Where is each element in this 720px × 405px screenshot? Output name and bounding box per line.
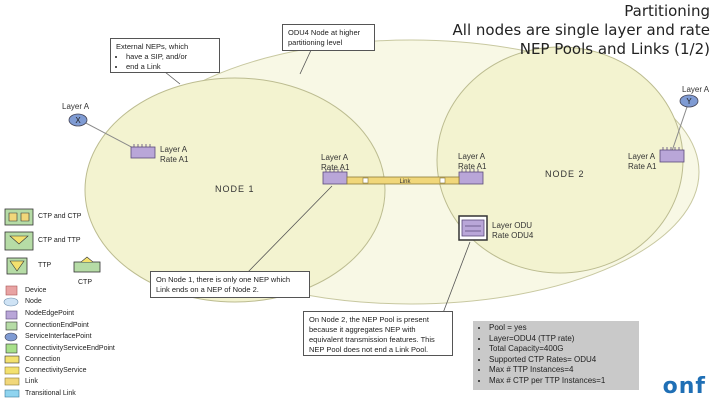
external-neps-callout [110,38,220,73]
nep-mid-right-rate: Rate A1 [458,162,487,171]
info-item: • Total Capacity=400G [489,344,635,355]
legend-ctp-ctp-label: CTP and CTP [38,213,82,220]
node1-note-text: On Node 1, there is only one NEP which Link ends on a NEP of Node 2. [156,275,291,294]
legend-item: ConnectivityService [25,367,87,374]
nep-right-label [628,152,656,172]
legend-ttp-icon [7,258,27,274]
device-icon [6,286,17,295]
onf-logo: onf [662,374,706,399]
nep-mid-left-layer: Layer A [321,153,349,162]
info-item: • Supported CTP Rates= ODU4 [489,355,635,366]
legend-ctp-label: CTP [78,279,92,286]
layer-a-y-label: Layer A [682,85,710,94]
nep-left-rate: Rate A1 [160,155,189,164]
nep-left-layer: Layer A [160,145,188,154]
external-neps-bullet: • end a Link [126,62,214,72]
info-item: • Layer=ODU4 (TTP rate) [489,334,635,345]
connection-end-point-icon [6,322,17,330]
legend-item: Transitional Link [25,390,76,397]
nep-mid-right-layer: Layer A [458,152,486,161]
legend-item: Device [25,287,47,294]
nep-right-rate: Rate A1 [628,162,657,171]
connectivity-service-icon [5,367,19,374]
transitional-link-icon [5,390,19,397]
node-edge-point-icon [6,311,17,319]
nep-mid-right-label [458,152,486,172]
nep-pool [459,216,487,240]
legend-ctp-ctp-icon [5,209,33,225]
nep-right-layer: Layer A [628,152,656,161]
node-1-label: NODE 1 [215,184,255,194]
nep-left-label [160,145,188,165]
node-2-label: NODE 2 [545,169,585,179]
legend-item: Node [25,298,42,305]
sip-y-label: Y [686,97,692,106]
node2-note-text: On Node 2, the NEP Pool is present because it aggregates NEP with equivalent transmission features. This NEP Pool does not end a Link Pool. [309,315,435,354]
node2-note-callout [303,311,453,356]
external-neps-text: External NEPs, which [116,42,189,51]
link-label: Link [399,179,411,185]
legend-ttp-label: TTP [38,262,52,269]
legend-item: ConnectionEndPoint [25,322,89,329]
legend-item: ConnectivityServiceEndPoint [25,345,115,352]
odu4-node-callout [282,24,375,51]
node-icon [4,298,18,306]
info-item: • Max # CTP per TTP Instances=1 [489,376,635,387]
nep-pool-label [492,221,533,241]
info-item: • Pool = yes [489,323,635,334]
info-item: • Max # TTP Instances=4 [489,365,635,376]
legend-ctp-icon [74,257,100,272]
odu4-node-text: ODU4 Node at higher partitioning level [288,28,361,47]
layer-a-x-label: Layer A [62,102,90,111]
legend-item: Link [25,378,38,385]
nep-mid-left-label [321,153,349,173]
legend-item: Connection [25,356,61,363]
legend-item: ServiceInterfacePoint [25,333,92,340]
nep-pool-layer: Layer ODU [492,221,533,230]
connectivity-service-end-point-icon [6,344,17,353]
nep-pool-info-box [473,321,639,390]
legend-ctp-ttp-icon [5,232,33,250]
title-line-3: NEP Pools and Links (1/2) [519,40,710,58]
node1-note-callout [150,271,310,298]
title-line-2: All nodes are single layer and rate [452,21,710,39]
sip-x-label: X [75,116,81,125]
external-neps-bullet: • have a SIP, and/or [126,52,214,62]
nep-mid-left-rate: Rate A1 [321,163,350,172]
nep-pool-rate: Rate ODU4 [492,231,534,240]
legend-ctp-ttp-label: CTP and TTP [38,237,81,244]
service-interface-point-icon [5,333,17,341]
link-icon [5,378,19,385]
connection-icon [5,356,19,363]
legend-item-icons [4,286,19,397]
legend-item: NodeEdgePoint [25,310,75,317]
title-line-1: Partitioning [624,2,710,20]
